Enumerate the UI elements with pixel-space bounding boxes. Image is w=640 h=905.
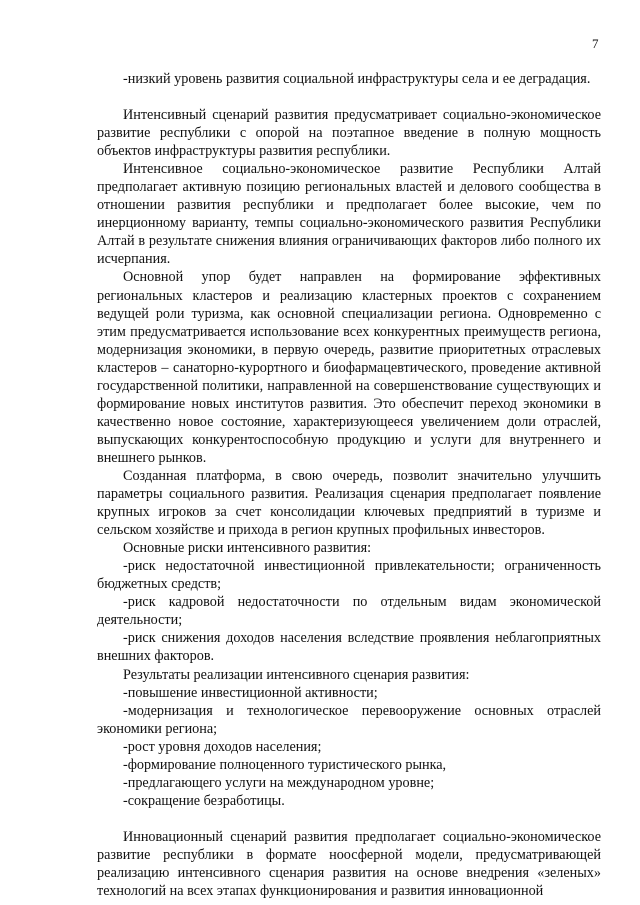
paragraph: Основной упор будет направлен на формирование эффективных региональных кластеров и реализацию кластерных проектов с сохранением ведущей роли туризма, как основной специализации региона. Одновременно с этим предусматривается использование всех конкурентных преимуществ региона, модернизация экономики, в первую очередь, развитие приоритетных отраслевых кластеров – санаторно-курортного и биофармацевтического, проведение активной государственной политики, направленной на совершенствование существующих и формирование новых институтов развития. Это обеспечит переход экономики в качественно новое состояние, характеризующееся увеличением доли отраслей, выпускающих конкурентоспособную продукцию и услуги для внутреннего и внешнего рынков. <box>97 269 601 466</box>
list-item: -риск кадровой недостаточности по отдельным видам экономической деятельности; <box>97 594 601 629</box>
document-body <box>97 70 601 900</box>
paragraph: Результаты реализации интенсивного сценария развития: <box>123 666 470 683</box>
paragraph: Инновационный сценарий развития предполагает социально-экономическое развитие республики в формате ноосферной модели, предусматривающей реализацию интенсивного сценария развития на основе внедрения «зеленых» технологий на всех этапах функционирования и развития инновационной <box>97 828 601 900</box>
list-item: -сокращение безработицы. <box>123 792 285 809</box>
list-item: -рост уровня доходов населения; <box>123 738 322 755</box>
page-number: 7 <box>592 36 599 51</box>
list-item: -риск снижения доходов населения вследствие проявления неблагоприятных внешних факторов. <box>97 630 601 665</box>
list-item: -предлагающего услуги на международном уровне; <box>123 774 435 791</box>
paragraph: Интенсивный сценарий развития предусматривает социально-экономическое развитие республики с опорой на поэтапное введение в полную мощность объектов инфраструктуры развития республики. <box>97 107 601 160</box>
list-item: -риск недостаточной инвестиционной привлекательности; ограниченность бюджетных средств; <box>97 558 601 593</box>
paragraph: Созданная платформа, в свою очередь, позволит значительно улучшить параметры социального развития. Реализация сценария предполагает появление крупных игроков за счет консолидации ключевых предприятий в туризме и сельском хозяйстве и прихода в регион крупных профильных инвесторов. <box>97 467 601 539</box>
paragraph: -низкий уровень развития социальной инфраструктуры села и ее деградация. <box>123 71 591 87</box>
paragraph: Интенсивное социально-экономическое развитие Республики Алтай предполагает активную позицию региональных властей и делового сообщества в отношении развития республики и предполагает более высокие, чем по инерционному варианту, темпы социально-экономического развития Республики Алтай в результате снижения влияния ограничивающих факторов либо полного их исчерпания. <box>97 161 601 268</box>
list-item: -формирование полноценного туристического рынка, <box>123 756 447 773</box>
paragraph: Основные риски интенсивного развития: <box>123 540 372 557</box>
list-item: -модернизация и технологическое перевооружение основных отраслей экономики региона; <box>97 702 601 737</box>
list-item: -повышение инвестиционной активности; <box>123 684 378 701</box>
